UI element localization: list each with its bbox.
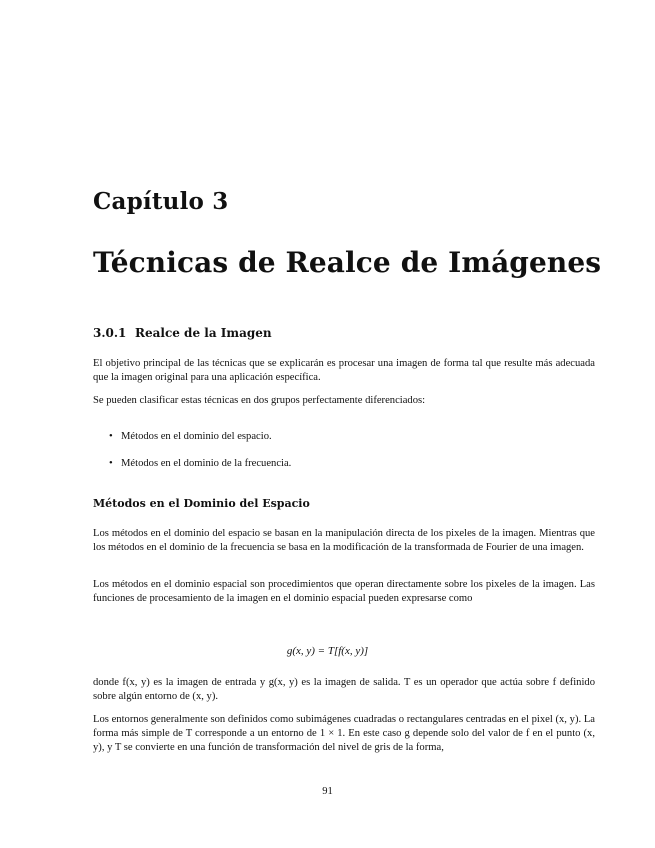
list-item-text: Métodos en el dominio de la frecuencia. (121, 458, 292, 469)
chapter-label: Capítulo 3 (93, 188, 229, 215)
paragraph-classification: Se pueden clasificar estas técnicas en dos grupos perfectamente diferenciados: (93, 395, 426, 406)
paragraph-neighborhoods: Los entornos generalmente son definidos como subimágenes cuadradas o rectangulares centradas en el pixel (x, y). La forma más simple de T corresponde a un entorno de 1 × 1. En este caso g depende solo del valor de f en el punto (x, y), y T se convierte en una función de transformación del nivel de gris de la forma, (93, 714, 595, 753)
section-number: 3.0.1 (93, 326, 127, 340)
section-title: Realce de la Imagen (135, 326, 272, 340)
list-item (109, 430, 272, 444)
list-item-text: Métodos en el dominio del espacio. (121, 431, 272, 442)
chapter-title: Técnicas de Realce de Imágenes (93, 246, 602, 279)
paragraph-definition: donde f(x, y) es la imagen de entrada y g(x, y) es la imagen de salida. T es un operador que actúa sobre f definido sobre algún entorno de (x, y). (93, 677, 595, 702)
section-heading (93, 326, 272, 340)
page-number: 91 (322, 786, 333, 797)
paragraph-objective: El objetivo principal de las técnicas que se explicarán es procesar una imagen de forma tal que resulte más adecuada que la imagen original para una aplicación específica. (93, 358, 595, 383)
subsection-heading: Métodos en el Dominio del Espacio (93, 497, 310, 510)
bullet-icon: • (109, 458, 113, 469)
paragraph-spatial-domain: Los métodos en el dominio espacial son procedimientos que operan directamente sobre los pixeles de la imagen. Las funciones de procesamiento de la imagen en el dominio espacial pueden expresarse como (93, 579, 595, 604)
list-item (109, 457, 291, 471)
bullet-icon: • (109, 431, 113, 442)
paragraph-space-methods: Los métodos en el dominio del espacio se basan en la manipulación directa de los pixeles de la imagen. Mientras que los métodos en el dominio de la frecuencia se basa en la modificación de la transformada de Fourier de una imagen. (93, 528, 595, 553)
equation: g(x, y) = T[f(x, y)] (286, 645, 369, 657)
